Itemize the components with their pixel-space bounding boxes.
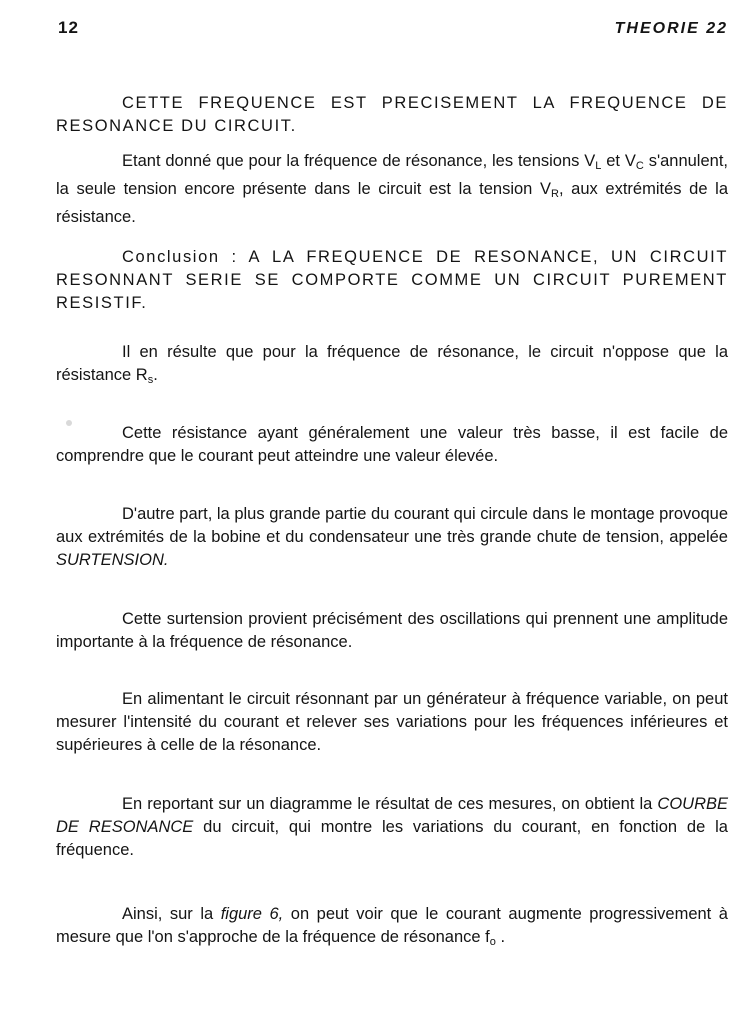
paragraph-figure-6: Ainsi, sur la figure 6, on peut voir que le courant augmente progressivement à mesure que l'on s'approche de la fréquence de résonance $f_o$ .: [56, 905, 728, 948]
paragraph-conclusion: Conclusion : A LA FREQUENCE DE RESONANCE, UN CIRCUIT RESONNANT SERIE SE COMPORTE COMME UN CIRCUIT PUREMENT RESISTIF.: [56, 248, 728, 312]
paragraph-resonance-frequency: CETTE FREQUENCE EST PRECISEMENT LA FREQUENCE DE RESONANCE DU CIRCUIT.: [56, 94, 728, 135]
paragraph-resonance-curve: En reportant sur un diagramme le résultat de ces mesures, on obtient la COURBE DE RESONANCE du circuit, qui montre les variations du courant, en fonction de la fréquence.: [56, 795, 728, 859]
paragraph-generator: En alimentant le circuit résonnant par un générateur à fréquence variable, on peut mesurer l'intensité du courant et relever ses variations pour les fréquences inférieures et supérieures à celle de la résonance.: [56, 690, 728, 754]
section-title: THEORIE 22: [614, 20, 728, 37]
paragraph-oscillations: Cette surtension provient précisément des oscillations qui prennent une amplitude importante à la fréquence de résonance.: [56, 610, 728, 651]
paragraph-surtension: D'autre part, la plus grande partie du courant qui circule dans le montage provoque aux extrémités de la bobine et du condensateur une très grande chute de tension, appelée SURTENSION.: [56, 505, 728, 569]
paragraph-resistance: Il en résulte que pour la fréquence de résonance, le circuit n'oppose que la résistance $R_s$.: [56, 343, 728, 386]
paragraph-low-value: Cette résistance ayant généralement une valeur très basse, il est facile de comprendre que le courant peut atteindre une valeur élevée.: [56, 424, 728, 465]
page-number: 12: [58, 18, 79, 37]
paragraph-voltages: Etant donné que pour la fréquence de résonance, les tensions $V_L$ et $V_C$ s'annulent, la seule tension encore présente dans le circuit est la tension $V_R$, aux extrémités de la résistance.: [56, 152, 729, 226]
